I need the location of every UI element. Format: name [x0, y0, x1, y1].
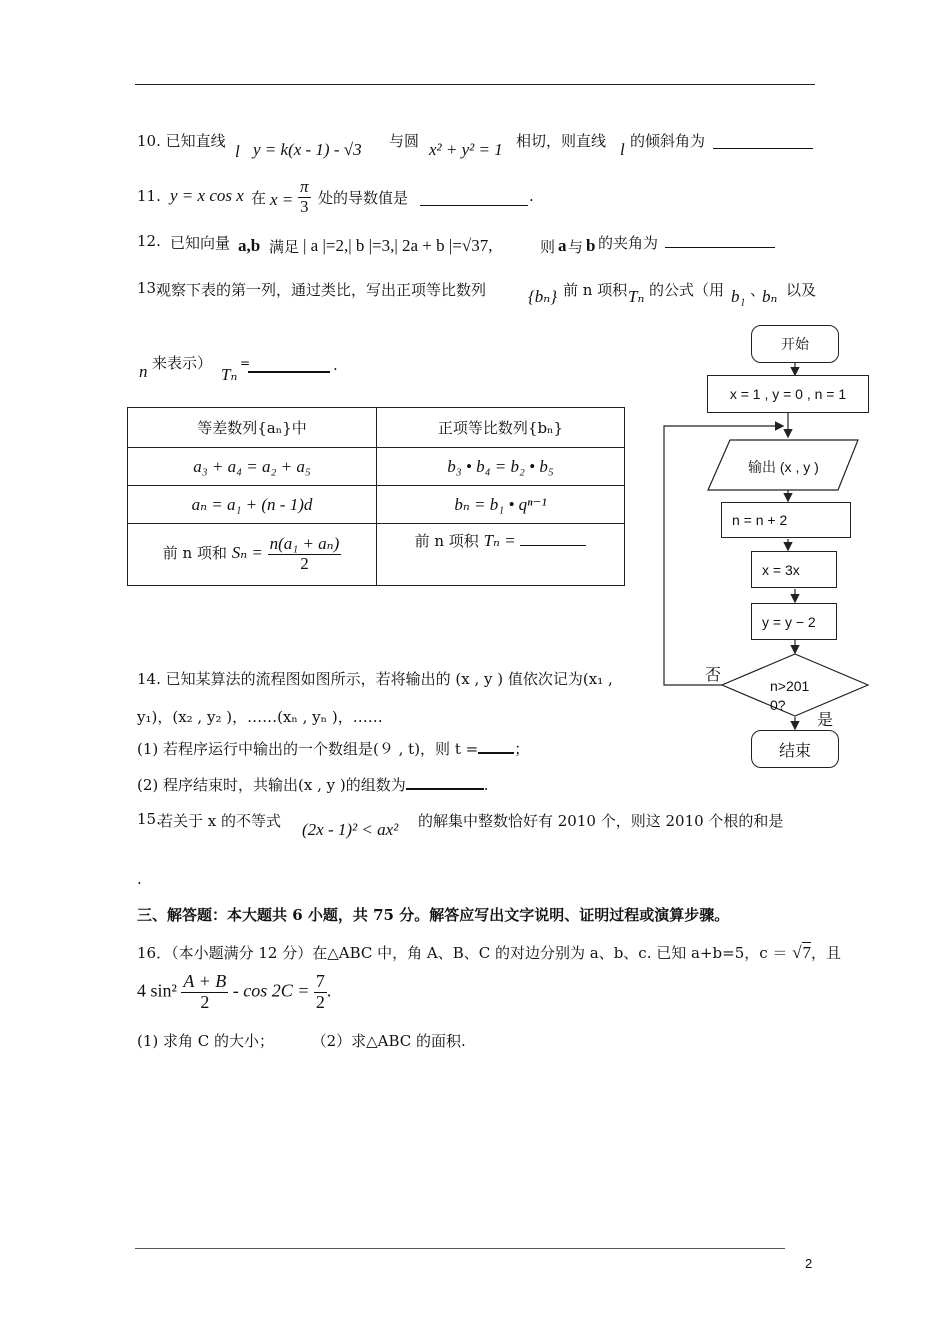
flowchart-step-y: y = y − 2	[751, 603, 837, 640]
page-number: 2	[805, 1256, 813, 1271]
q10-text-a: 已知直线	[165, 132, 226, 150]
q12-text-a: 已知向量	[170, 234, 231, 252]
q16-eq-a: 4 sin²	[137, 980, 177, 1001]
q16-frac-1-den: 2	[200, 991, 210, 1012]
sum-lhs: Sₙ =	[231, 543, 263, 563]
sum-denominator: 2	[300, 554, 309, 573]
q13-text-e: 来表示）	[152, 354, 213, 372]
q12-condition: | a |=2,| b |=3,| 2a + b |=√37,	[303, 236, 493, 255]
flowchart-step-x: x = 3x	[751, 551, 837, 588]
q13-tn: Tₙ	[628, 287, 645, 306]
section-3-heading: 三、解答题：本大题共 6 小题，共 75 分。解答应写出文字说明、证明过程或演算步骤。	[137, 906, 730, 924]
flowchart-no-label: 否	[705, 665, 722, 684]
q15-inequality: (2x - 1)² < ax²	[302, 820, 399, 839]
q13-equals: =	[240, 356, 251, 370]
flowchart-condition-line2: 0?	[770, 697, 786, 713]
sum-text: 前 n 项和	[162, 544, 227, 563]
flowchart-init: x = 1 , y = 0 , n = 1	[707, 375, 869, 413]
flowchart-step-n: n = n + 2	[721, 502, 851, 538]
product-lhs: Tₙ =	[483, 531, 516, 550]
q10-line-equation: y = k(x - 1) - √3	[253, 140, 362, 159]
q12-text-e: 的夹角为	[598, 234, 659, 252]
q16-frac-2-den: 2	[315, 991, 325, 1012]
q16-eq-b: - cos 2C =	[232, 980, 310, 1001]
q12-vector-a: a	[558, 236, 567, 255]
table-cell: a₃ + a₄ = a₂ + a₅	[128, 448, 377, 486]
q13-tn-2: Tₙ	[221, 365, 238, 384]
table-header-right: 正项等比数列{bₙ}	[377, 408, 625, 448]
q11-text-a: 在	[251, 189, 267, 207]
q14-number: 14.	[137, 670, 161, 688]
q11-function: y = x cos x	[170, 186, 244, 205]
product-text: 前 n 项积	[414, 532, 479, 550]
q16-sub-1: (1) 求角 C 的大小；	[137, 1032, 275, 1050]
q16-frac-2	[314, 972, 327, 1013]
q13-text-c: 的公式（用	[649, 281, 725, 299]
flowchart-start: 开始	[751, 325, 839, 363]
q11-x-equals: x =	[270, 190, 294, 209]
q12-text-d: 与	[568, 238, 584, 256]
q10-text-c: 相切，则直线	[516, 132, 607, 150]
flowchart-condition-line1: n>201	[770, 678, 810, 694]
q12-text-c: 则	[540, 238, 556, 256]
q10-line-name: l	[235, 142, 240, 161]
q13-n: n	[139, 362, 148, 381]
q11-number: 11.	[137, 187, 161, 205]
q13-text-b: 前 n 项积	[563, 281, 628, 299]
q12-number: 12.	[137, 232, 161, 250]
q15-dot: .	[137, 870, 142, 888]
q16-frac-1	[181, 972, 228, 1013]
q14-part1-end: ；	[514, 740, 530, 758]
q13-number: 13.	[137, 279, 161, 297]
q13-b1: b₁	[731, 287, 746, 306]
q12-text-b: 满足	[269, 238, 300, 256]
q10-text-d: 的倾斜角为	[630, 132, 706, 150]
flowchart-output: 输出 (x , y )	[748, 459, 819, 475]
q13-text-d: 以及	[786, 281, 817, 299]
q15-number: 15.	[137, 810, 161, 828]
q16-line-1	[137, 942, 841, 963]
q16-equation	[137, 972, 331, 1013]
table-header-left: 等差数列{aₙ}中	[128, 408, 377, 448]
table-cell: bₙ = b₁ • qⁿ⁻¹	[377, 486, 625, 524]
q10-number: 10.	[137, 132, 161, 150]
table-cell: aₙ = a₁ + (n - 1)d	[128, 486, 377, 524]
q14-part2-text: (2) 程序结束时，共输出(x , y )的组数为	[137, 776, 406, 794]
q15-text-a: 若关于 x 的不等式	[158, 812, 281, 830]
q16-subquestions	[137, 1030, 466, 1051]
q11-pi: π	[300, 177, 309, 196]
q14-part1-text: (1) 若程序运行中输出的一个数组是(９ , t)，则 t =	[137, 740, 479, 758]
q13-sequence: {bₙ}	[528, 287, 557, 306]
q11-end: .	[529, 187, 534, 205]
q13-bn: bₙ	[762, 287, 778, 306]
q10-text-b: 与圆	[389, 132, 420, 150]
q11-three: 3	[300, 196, 309, 216]
q13-separator: 、	[750, 281, 766, 299]
q12-vector-b: b	[586, 236, 596, 255]
flowchart-end: 结束	[751, 730, 839, 768]
q14-line-2: y₁)，(x₂ , y₂ )，……(xₙ , yₙ )，……	[137, 708, 383, 726]
q16-frac-2-num: 7	[315, 971, 325, 991]
q13-text-a: 观察下表的第一列，通过类比，写出正项等比数列	[156, 281, 487, 299]
q16-sub-2: （2）求△ABC 的面积.	[311, 1032, 466, 1050]
q10-circle-equation: x² + y² = 1	[429, 140, 503, 159]
q16-sqrt7: √7	[792, 943, 812, 962]
q16-line1-end: ，且	[811, 944, 842, 962]
q14-text-line1: 已知某算法的流程图如图所示，若将输出的 (x , y ) 值依次记为(x₁ ,	[165, 670, 613, 688]
q14-part2-end: .	[483, 776, 489, 794]
sum-numerator: n(a₁ + aₙ)	[269, 534, 340, 554]
flowchart-yes-label: 是	[817, 710, 834, 729]
q13-end: .	[333, 356, 338, 374]
q16-frac-1-num: A + B	[183, 971, 227, 991]
q11-text-b: 处的导数值是	[318, 189, 409, 207]
q16-text: 16．（本小题满分 12 分）在△ABC 中，角 A、B、C 的对边分别为 a、b、c. 已知 a+b=5，c ＝	[137, 944, 788, 962]
q10-line-name-2: l	[620, 140, 625, 159]
q12-vectors: a,b	[238, 236, 261, 255]
q16-eq-end: .	[326, 980, 332, 1001]
q16-sqrt7-value: 7	[802, 943, 812, 962]
table-cell: b₃ • b₄ = b₂ • b₅	[377, 448, 625, 486]
q15-text-b: 的解集中整数恰好有 2010 个，则这 2010 个根的和是	[418, 812, 784, 830]
